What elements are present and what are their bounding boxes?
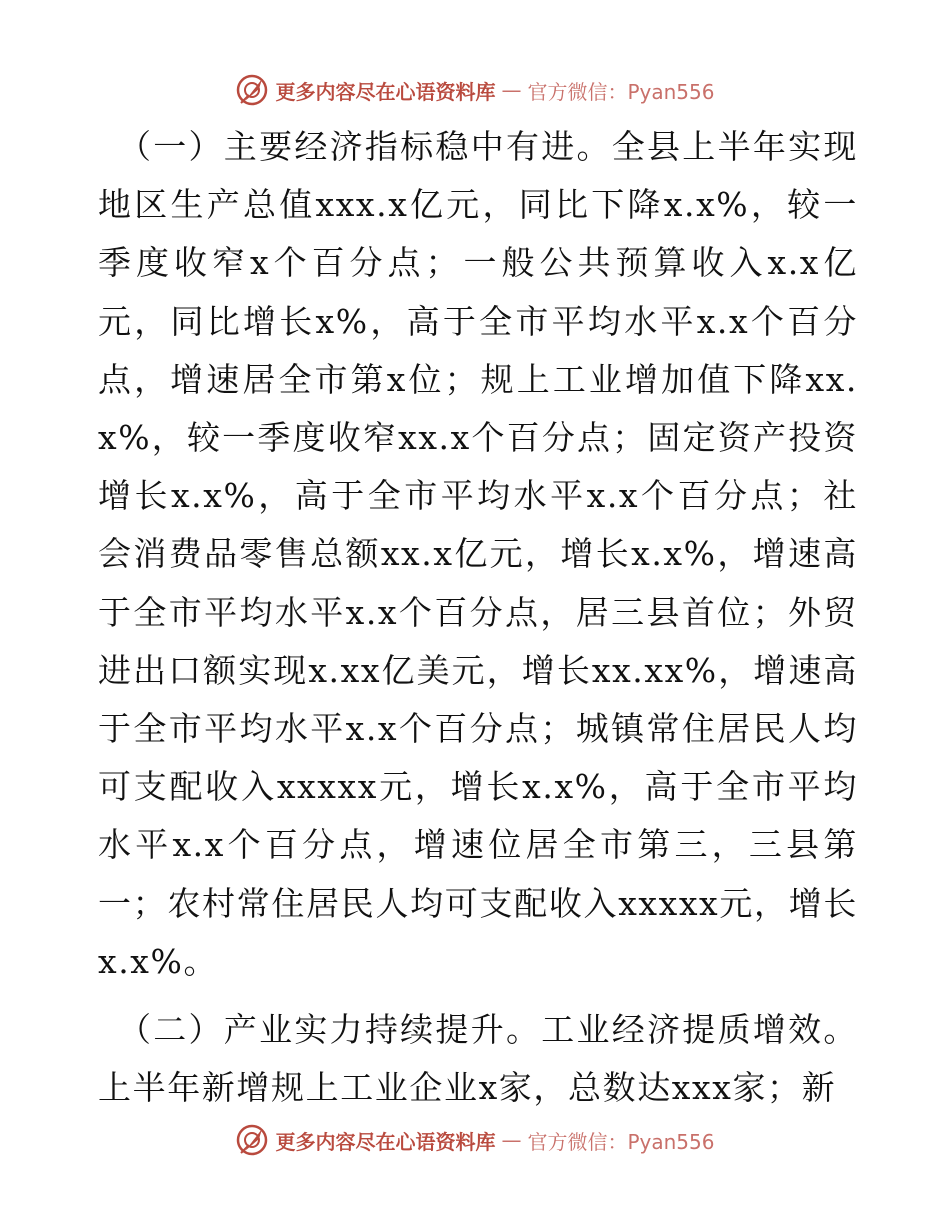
paragraph-2: （二）产业实力持续提升。工业经济提质增效。上半年新增规上工业企业x家，总数达xxx家；新 — [98, 1010, 858, 1108]
watermark-brand: 更多内容尽在心语资料库 — [275, 79, 496, 104]
paragraph-1: （一）主要经济指标稳中有进。全县上半年实现地区生产总值xxx.x亿元，同比下降x.x%，较一季度收窄x个百分点；一般公共预算收入x.x亿元，同比增长x%，高于全市平均水平x.x个百分点，增速居全市第x位；规上工业增加值下降xx.x%，较一季度收窄xx.x个百分点；固定资产投资增长x.x%，高于全市平均水平x.x个百分点；社会消费品零售总额xx.x亿元，增长x.x%，增速高于全市平均水平x.x个百分点，居三县首位；外贸进出口额实现x.xx亿美元，增长xx.xx%，增速高于全市平均水平x.x个百分点；城镇常住居民人均可支配收入xxxxx元，增长x.x%，高于全市平均水平x.x个百分点，增速位居全市第三，三县第一；农村常住居民人均可支配收入xxxxx元，增长x.x%。 — [98, 127, 858, 981]
watermark-contact: 官方微信：Pyan556 — [527, 1129, 715, 1154]
header-watermark — [0, 70, 950, 110]
quill-logo-icon — [235, 1123, 269, 1157]
watermark-separator: — — [501, 78, 522, 102]
footer-watermark — [0, 1120, 950, 1160]
document-body — [98, 118, 858, 1117]
watermark-brand: 更多内容尽在心语资料库 — [275, 1129, 496, 1154]
watermark-contact: 官方微信：Pyan556 — [527, 79, 715, 104]
quill-logo-icon — [235, 73, 269, 107]
watermark-separator: — — [501, 1128, 522, 1152]
